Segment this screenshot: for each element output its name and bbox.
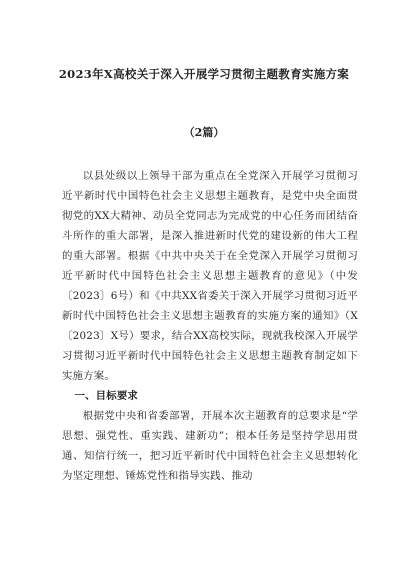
section-heading: 一、目标要求 [74, 390, 139, 402]
section-paragraph: 根据党中央和省委部署，开展本次主题教育的总要求是“学思想、强党性、重实践、建新功”；根本任务是坚持学思用贯通、知信行统一，把习近平新时代中国特色社会主义思想转化为坚定理想、锤炼党性和指导实践、推动 [62, 410, 358, 482]
document-body [62, 166, 358, 486]
document-subtitle: （2篇） [183, 126, 225, 139]
intro-paragraph: 以县处级以上领导干部为重点在全党深入开展学习贯彻习近平新时代中国特色社会主义思想主题教育，是党中央全面贯彻党的XX大精神、动员全党同志为完成党的中心任务而团结奋斗所作的重大部署，是深入推进新时代党的建设新的伟大工程的重大部署。根据《中共中央关于在全党深入开展学习贯彻习近平新时代中国特色社会主义思想主题教育的意见》（中发〔2023〕6号）和《中共XX省委关于深入开展学习贯彻习近平新时代中国特色社会主义思想主题教育的实施方案的通知》（X〔2023〕X号）要求，结合XX高校实际，现就我校深入开展学习贯彻习近平新时代中国特色社会主义思想主题教育制定如下实施方案。 [62, 170, 358, 382]
document-title: 2023年X高校关于深入开展学习贯彻主题教育实施方案 [58, 67, 350, 81]
